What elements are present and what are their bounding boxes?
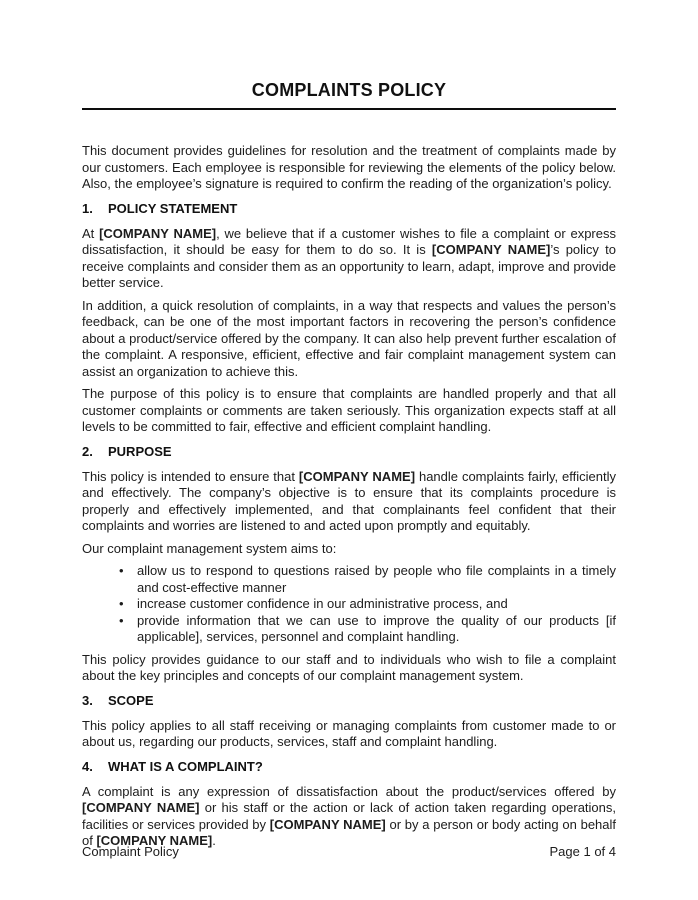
paragraph: The purpose of this policy is to ensure that complaints are handled properly and that all customer complaints or comments are taken seriously. This organization expects staff at all levels to be committed to fair, effective and efficient complaint handling.	[82, 386, 616, 434]
paragraph: In addition, a quick resolution of complaints, in a way that respects and values the person’s feedback, can be one of the most important factors in recovering the person’s confidence about a product/service offered by the company. It can also help prevent further escalation of the complaint. A responsive, efficient, effective and fair complaint management system can assist an organization to achieve this.	[82, 297, 616, 379]
list-item: • provide information that we can use to improve the quality of our products [if applicable], services, personnel and complaint handling.	[82, 613, 616, 646]
section-1-heading	[82, 201, 616, 218]
section-purpose	[82, 444, 616, 685]
list-item: • allow us to respond to questions raised by people who file complaints in a timely and cost-effective manner	[82, 563, 616, 596]
document-body	[82, 143, 616, 850]
paragraph: This policy is intended to ensure that [COMPANY NAME] handle complaints fairly, efficiently and effectively. The company’s objective is to ensure that its complaints procedure is properly and effectively implemented, and that complainants feel confident that their complaints and worries are listened to and acted upon promptly and equitably.	[82, 468, 617, 533]
section-3-heading-text: SCOPE	[108, 692, 154, 708]
document-title: COMPLAINTS POLICY	[251, 80, 447, 100]
section-1-heading-text: POLICY STATEMENT	[108, 200, 238, 216]
section-2-heading	[82, 444, 616, 461]
section-scope	[82, 693, 616, 751]
aims-bullet-list	[82, 563, 616, 646]
section-4-number: 4.	[82, 758, 93, 774]
paragraph: Our complaint management system aims to:	[82, 540, 337, 556]
list-item: • increase customer confidence in our administrative process, and	[82, 596, 616, 613]
paragraph: This policy applies to all staff receiving or managing complaints from customer made to or about us, regarding our products, services, staff and complaint handling.	[82, 717, 616, 749]
section-policy-statement	[82, 201, 616, 436]
footer-page-number: Page 1 of 4	[549, 844, 616, 859]
page-footer	[82, 844, 616, 861]
section-2-number: 2.	[82, 443, 93, 459]
paragraph: At [COMPANY NAME], we believe that if a customer wishes to file a complaint or express dissatisfaction, it should be easy for them to do so. It is [COMPANY NAME]’s policy to receive complaints and consider them as an opportunity to learn, adapt, improve and provide better service.	[82, 225, 616, 290]
paragraph: This policy provides guidance to our staff and to individuals who wish to file a complaint about the key principles and concepts of our complaint management system.	[82, 651, 616, 683]
paragraph: A complaint is any expression of dissatisfaction about the product/services offered by [COMPANY NAME] or his staff or the action or lack of action taken regarding operations, facilities or services provided by [COMPANY NAME] or by a person or body acting on behalf of [COMPANY NAME].	[82, 783, 617, 848]
section-3-number: 3.	[82, 692, 93, 708]
section-2-heading-text: PURPOSE	[108, 443, 172, 459]
section-3-heading	[82, 693, 616, 710]
section-1-number: 1.	[82, 200, 93, 216]
section-4-heading-text: WHAT IS A COMPLAINT?	[108, 758, 263, 774]
section-what-is-a-complaint	[82, 759, 616, 850]
title-divider	[82, 108, 616, 110]
footer-document-name: Complaint Policy	[82, 844, 179, 859]
intro-paragraph: This document provides guidelines for resolution and the treatment of complaints made by our customers. Each employee is responsible for reviewing the elements of the policy below. Also, the employee’s signature is required to confirm the reading of the organization’s policy.	[82, 143, 616, 191]
section-4-heading	[82, 759, 616, 776]
